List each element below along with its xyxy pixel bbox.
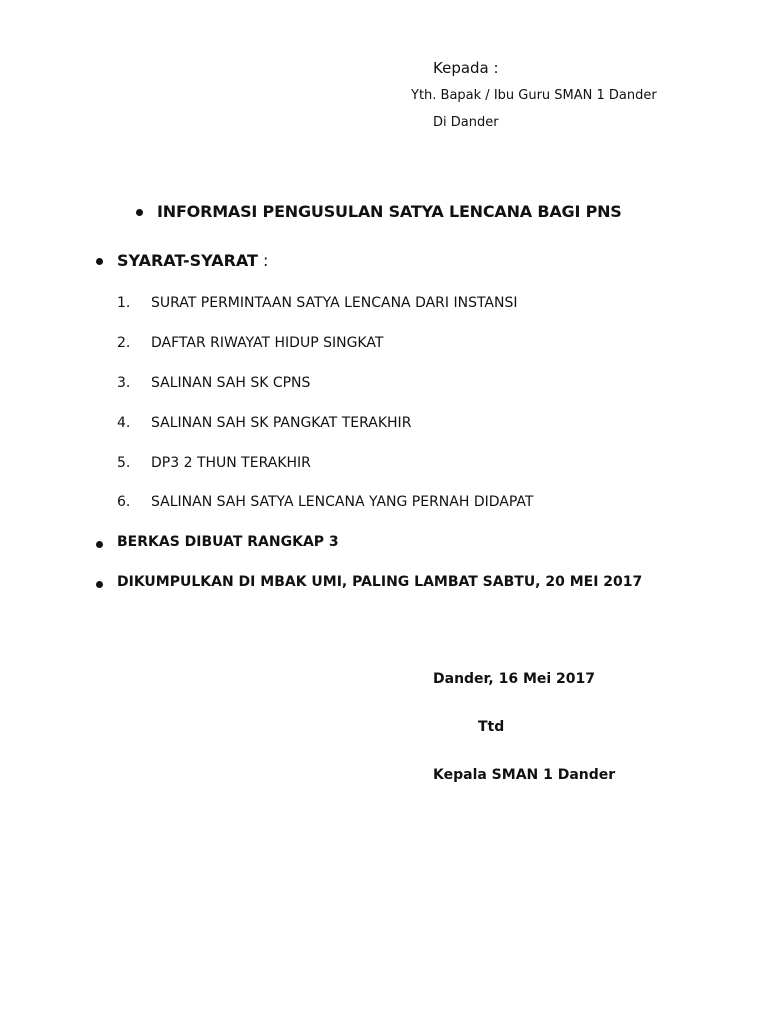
bullet-icon [96,258,103,265]
note-copies: BERKAS DIBUAT RANGKAP 3 [117,534,339,550]
list-item: SALINAN SAH SK PANGKAT TERAKHIR [151,415,412,431]
document-title: INFORMASI PENGUSULAN SATYA LENCANA BAGI PNS [157,202,622,221]
recipient-line: Yth. Bapak / Ibu Guru SMAN 1 Dander [411,88,657,103]
list-item-number: 1. [117,295,131,311]
signature-signer: Kepala SMAN 1 Dander [433,767,616,783]
bullet-icon [136,209,143,216]
addressee-label: Kepada : [433,59,499,77]
bullet-icon [96,541,103,548]
requirements-heading-suffix: : [257,251,269,270]
location-line: Di Dander [433,115,499,130]
list-item-number: 3. [117,375,131,391]
list-item: DAFTAR RIWAYAT HIDUP SINGKAT [151,335,384,351]
list-item: SALINAN SAH SK CPNS [151,375,311,391]
signature-ttd: Ttd [478,719,505,735]
list-item-number: 2. [117,335,131,351]
list-item-number: 6. [117,494,131,510]
requirements-heading [117,251,268,270]
list-item-number: 4. [117,415,131,431]
list-item-number: 5. [117,455,131,471]
list-item: SURAT PERMINTAAN SATYA LENCANA DARI INSTANSI [151,295,518,311]
signature-place-date: Dander, 16 Mei 2017 [433,671,596,687]
list-item: DP3 2 THUN TERAKHIR [151,455,311,471]
note-deadline: DIKUMPULKAN DI MBAK UMI, PALING LAMBAT SABTU, 20 MEI 2017 [117,574,643,590]
requirements-heading-text: SYARAT-SYARAT [117,251,258,270]
bullet-icon [96,581,103,588]
list-item: SALINAN SAH SATYA LENCANA YANG PERNAH DIDAPAT [151,494,534,510]
